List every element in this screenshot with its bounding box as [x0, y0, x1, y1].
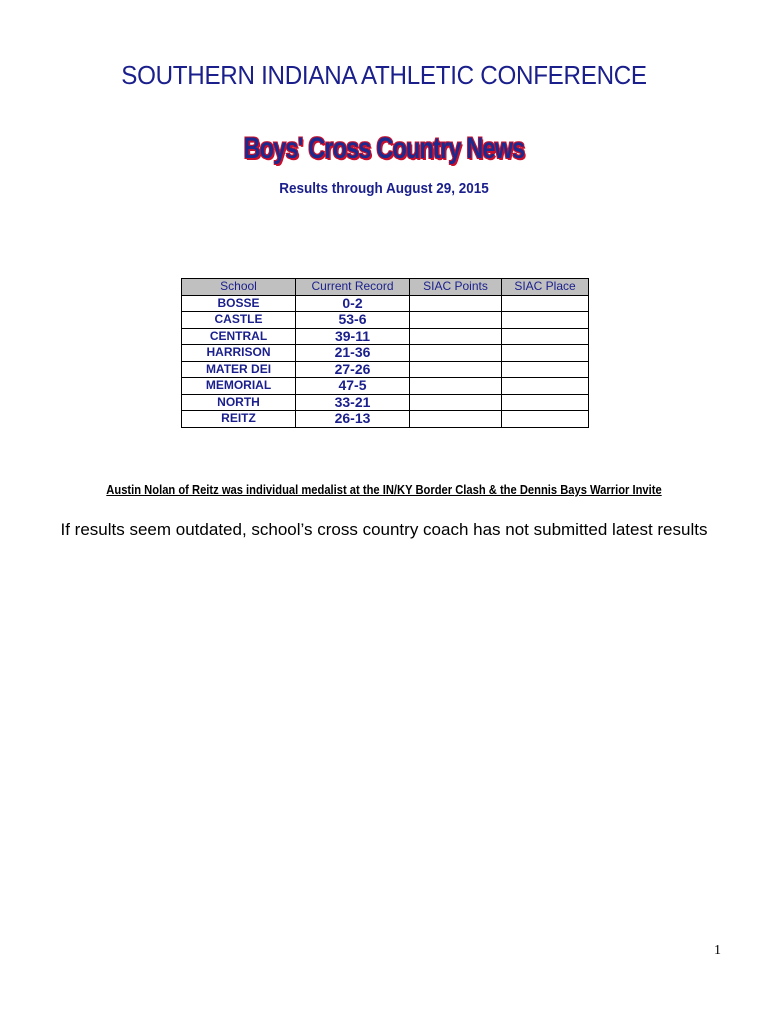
points-cell	[410, 361, 502, 378]
record-cell: 26-13	[296, 411, 410, 428]
results-date-subtitle: Results through August 29, 2015	[279, 180, 489, 197]
points-cell	[410, 328, 502, 345]
school-cell: REITZ	[182, 411, 296, 428]
outdated-results-note: If results seem outdated, school’s cross country coach has not submitted latest results	[60, 520, 708, 539]
column-header-school: School	[182, 279, 296, 296]
place-cell	[502, 361, 589, 378]
record-cell: 21-36	[296, 345, 410, 362]
column-header-current-record: Current Record	[296, 279, 410, 296]
points-cell	[410, 378, 502, 395]
conference-title: SOUTHERN INDIANA ATHLETIC CONFERENCE	[121, 60, 647, 90]
place-cell	[502, 295, 589, 312]
place-cell	[502, 328, 589, 345]
points-cell	[410, 345, 502, 362]
points-cell	[410, 312, 502, 329]
record-cell: 47-5	[296, 378, 410, 395]
table-row	[182, 378, 589, 395]
table-row	[182, 328, 589, 345]
record-cell: 33-21	[296, 394, 410, 411]
table-row	[182, 295, 589, 312]
school-cell: HARRISON	[182, 345, 296, 362]
column-header-siac-points: SIAC Points	[410, 279, 502, 296]
record-cell: 0-2	[296, 295, 410, 312]
table-header-row	[182, 279, 589, 296]
place-cell	[502, 394, 589, 411]
school-cell: MATER DEI	[182, 361, 296, 378]
place-cell	[502, 345, 589, 362]
school-cell: MEMORIAL	[182, 378, 296, 395]
table-row	[182, 361, 589, 378]
points-cell	[410, 295, 502, 312]
record-cell: 27-26	[296, 361, 410, 378]
column-header-siac-place: SIAC Place	[502, 279, 589, 296]
table-row	[182, 411, 589, 428]
school-cell: NORTH	[182, 394, 296, 411]
table-row	[182, 312, 589, 329]
page-number: 1	[714, 943, 721, 958]
news-title: Boys' Cross Country News	[243, 132, 525, 165]
place-cell	[502, 312, 589, 329]
school-cell: CASTLE	[182, 312, 296, 329]
records-table	[181, 278, 589, 428]
medalist-note: Austin Nolan of Reitz was individual medalist at the IN/KY Border Clash & the Dennis Bays Warrior Invite	[106, 482, 662, 497]
points-cell	[410, 411, 502, 428]
record-cell: 53-6	[296, 312, 410, 329]
place-cell	[502, 411, 589, 428]
table-row	[182, 394, 589, 411]
place-cell	[502, 378, 589, 395]
table-row	[182, 345, 589, 362]
school-cell: BOSSE	[182, 295, 296, 312]
record-cell: 39-11	[296, 328, 410, 345]
school-cell: CENTRAL	[182, 328, 296, 345]
points-cell	[410, 394, 502, 411]
